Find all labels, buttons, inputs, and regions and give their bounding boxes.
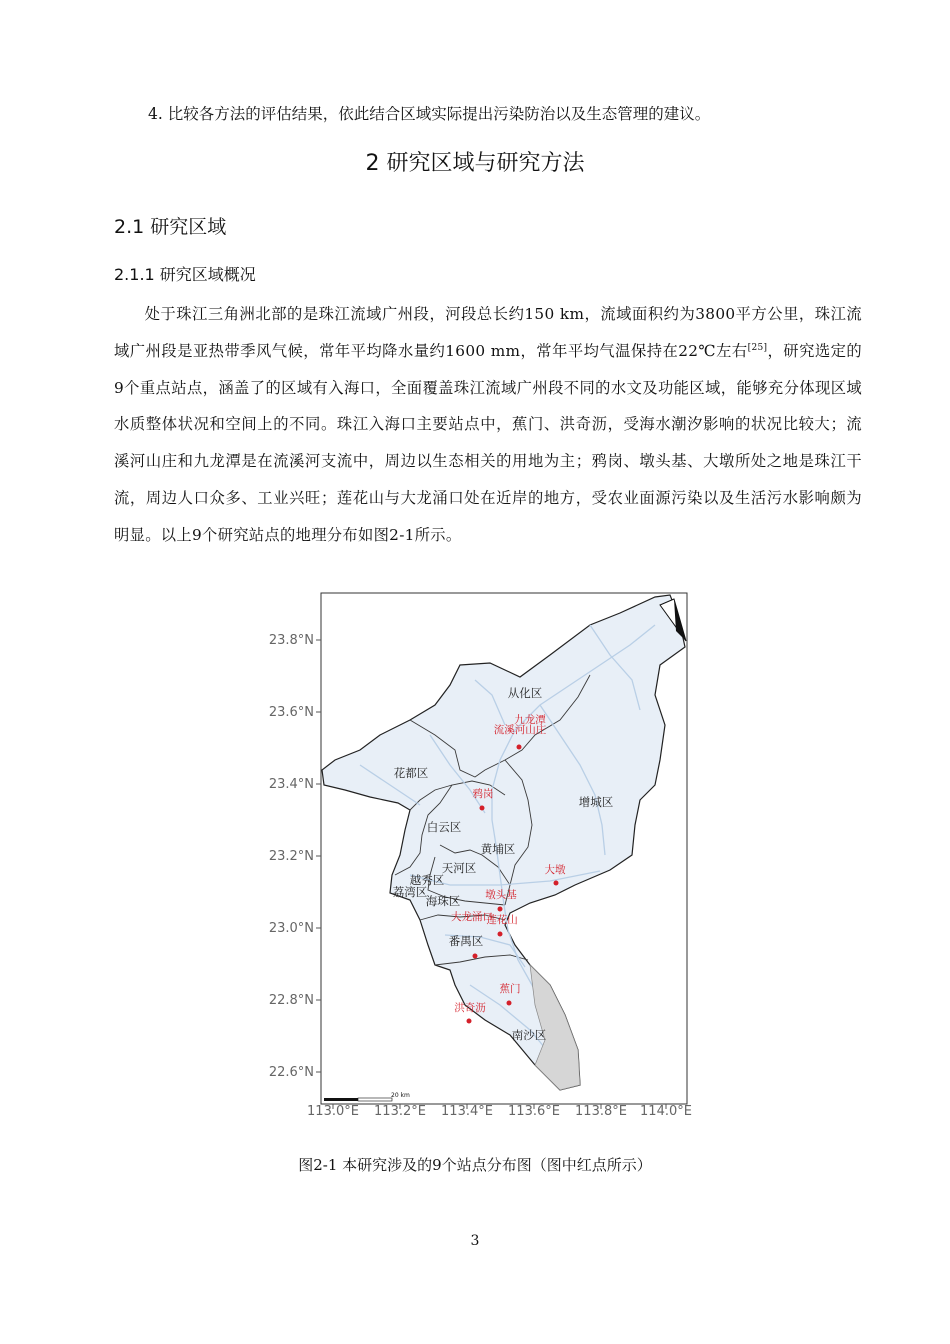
lon-tick-label: 113.8°E <box>575 1104 627 1119</box>
station-label: 蕉门 <box>499 983 521 995</box>
scale-label: 20 km <box>391 1092 410 1099</box>
lon-tick-label: 113.4°E <box>441 1104 493 1119</box>
station-dot <box>507 1001 512 1006</box>
paragraph-text-1: 处于珠江三角洲北部的是珠江流域广州段，河段总长约150 km，流域面积约为3800平方公里，珠江流域广州段是亚热带季风气候，常年平均降水量约1600 mm，常年平均气温保持在22℃左右 <box>114 305 862 360</box>
district-label: 从化区 <box>507 686 543 700</box>
lon-tick-label: 113.0°E <box>307 1104 359 1119</box>
station-dot <box>480 806 485 811</box>
station-label: 流溪河山庄 <box>493 724 547 736</box>
district-label: 海珠区 <box>425 894 461 908</box>
station-label: 莲花山 <box>486 914 518 926</box>
lat-tick-label: 22.6°N <box>268 1065 314 1080</box>
district-label: 越秀区 <box>409 873 445 887</box>
lon-tick-label: 113.2°E <box>374 1104 426 1119</box>
district-label: 黄埔区 <box>480 842 516 856</box>
district-label: 白云区 <box>426 820 462 834</box>
station-dot <box>554 881 559 886</box>
station-label: 墩头基 <box>485 889 517 901</box>
lat-tick-label: 23.8°N <box>268 633 314 648</box>
longitude-axis <box>307 1104 692 1119</box>
lon-tick-label: 114.0°E <box>640 1104 692 1119</box>
district-label: 增城区 <box>578 795 614 809</box>
page-number: 3 <box>470 1233 480 1249</box>
chapter-title: 2 研究区域与研究方法 <box>365 151 585 176</box>
lat-tick-label: 22.8°N <box>268 993 314 1008</box>
district-label: 荔湾区 <box>392 885 428 899</box>
list-item-4: 4. 比较各方法的评估结果，依此结合区域实际提出污染防治以及生态管理的建议。 <box>148 105 711 123</box>
station-label: 大墩 <box>544 864 566 876</box>
paragraph-text-2: ，研究选定的9个重点站点，涵盖了的区域有入海口，全面覆盖珠江流域广州段不同的水文及功能区域，能够充分体现区域水质整体状况和空间上的不同。珠江入海口主要站点中，蕉门、洪奇沥，受海水潮汐影响的状况比较大；流溪河山庄和九龙潭是在流溪河支流中，周边以生态相关的用地为主；鸦岗、墩头基、大墩所处之地是珠江干流，周边人口众多、工业兴旺；莲花山与大龙涌口处在近岸的地方，受农业面源污染以及生活污水影响颇为明显。以上9个研究站点的地理分布如图2-1所示。 <box>114 341 862 544</box>
station-dot <box>498 907 503 912</box>
station-label: 鸦岗 <box>472 788 494 800</box>
citation-ref[interactable]: [25] <box>747 342 768 353</box>
body-paragraph <box>114 296 862 554</box>
station-dot <box>473 954 478 959</box>
section-title: 2.1 研究区域 <box>114 216 227 238</box>
district-label: 花都区 <box>393 766 429 780</box>
station-label: 洪奇沥 <box>454 1002 486 1014</box>
district-label: 天河区 <box>441 861 477 875</box>
lat-tick-label: 23.2°N <box>268 849 314 864</box>
lat-tick-label: 23.4°N <box>268 777 314 792</box>
subsection-title: 2.1.1 研究区域概况 <box>114 265 256 284</box>
district-label: 南沙区 <box>511 1028 547 1042</box>
figure-caption: 图2-1 本研究涉及的9个站点分布图（图中红点所示） <box>298 1156 652 1174</box>
station-label: 九龙潭 <box>514 714 546 726</box>
station-dot <box>467 1019 472 1024</box>
station-label: 大龙涌口 <box>451 911 493 923</box>
lon-tick-label: 113.6°E <box>508 1104 560 1119</box>
station-dot <box>517 745 522 750</box>
lat-tick-label: 23.6°N <box>268 705 314 720</box>
lat-tick-label: 23.0°N <box>268 921 314 936</box>
district-label: 番禺区 <box>448 934 484 948</box>
study-area-map <box>260 585 700 1125</box>
station-dot <box>498 932 503 937</box>
latitude-axis <box>269 633 321 1080</box>
